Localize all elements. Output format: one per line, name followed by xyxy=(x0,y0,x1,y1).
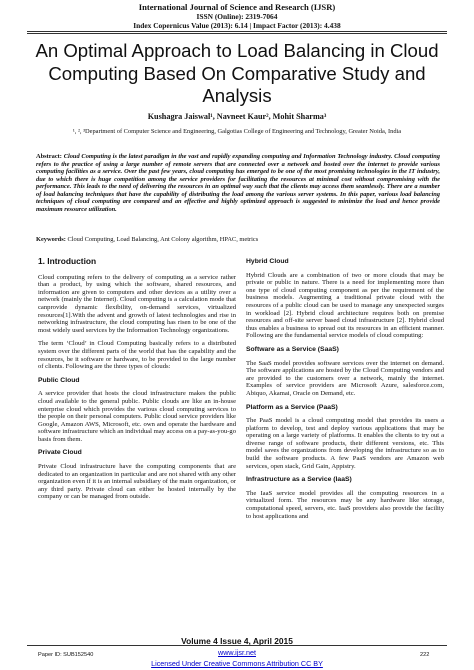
abstract-text: Cloud Computing is the latest paradigm in the vast and rapidly expanding computing and Information Technology industry. Cloud computing refers to the practice of using a large number of remote servers that are connected over a network and hosted over the internet to provide various computing facilities as a service. Over the past few years, cloud computing has emerged to be one of the most promising technologies in the IT industry, due to which there is huge competition among the service providers for facilitating the resources at minimal cost without compromising with the performance. This leads to the need of delivering the resources in an optimal way such that the clients may access them seamlessly. There are a number of load balancing techniques that have the capability of distributing the load among the various server systems. In this paper, various load balancing techniques of cloud computing are compared and an effective and highly optimized approach is suggested to minimize the load and hence provide maximum resource utilization. xyxy=(36,153,440,213)
right-column xyxy=(246,256,444,526)
paper-affiliation: ¹, ², ³Department of Computer Science and Engineering, Galgotias College of Engineering and Technology, Greater Noida, India xyxy=(72,128,402,135)
paragraph: Cloud computing refers to the delivery of computing as a service rather than a product, by using which the software, shared resources, and information are given to computers and other devices as a utility over a network (mainly the Internet). Cloud computing is a calculation mode that canprovide dynamic flexibility, on-demand services, virtualized resources[1].With the advent and growth of latest technologies and rise in networking infrastructure, the cloud computing has risen to be one of the most widely used services by the Information Technology organizations. xyxy=(38,273,236,334)
abstract xyxy=(36,153,440,213)
subheading-saas: Software as a Service (SaaS) xyxy=(246,345,339,353)
subheading-public-cloud: Public Cloud xyxy=(38,376,80,384)
journal-name: International Journal of Science and Research (IJSR) xyxy=(138,2,336,12)
paragraph: The term ‘Cloud’ in Cloud Computing basically refers to a distributed system over the different parts of the world that has the capability and the resources, be it software or hardware, to be provided to the large number of clients. Following are the three types of clouds: xyxy=(38,340,236,371)
footer-site-link[interactable]: www.ijsr.net xyxy=(218,648,256,657)
paragraph: Hybrid Clouds are a combination of two or more clouds that may be private or public in nature. There is a need for implementing more than one type of cloud computing component as per the requirement of the business models. Augmenting a traditional private cloud with the resources of a public cloud can be used to manage any unexpected surges in workload [2]. Hybrid cloud architecture requires both on premise resources and off-site server based cloud infrastructure [2]. Hybrid cloud thus enables a business to spread out its resources in an efficient manner. Following are the fundamental service models of cloud computing: xyxy=(246,271,444,340)
header-divider-secondary xyxy=(27,33,447,34)
paragraph: A service provider that hosts the cloud infrastructure makes the public cloud available to the general public. Public clouds are like an in-house enterprise cloud which provides the various cloud computing services to the people on their personal computers. Public cloud service providers like Google, Amazon AWS, Microsoft, etc. own and operate the hardware and software infrastructure which an individual may access on a pay-as-you-go basis from them. xyxy=(38,390,236,443)
footer-page-number: 222 xyxy=(420,652,430,658)
section-heading-introduction: 1. Introduction xyxy=(38,256,97,266)
paragraph: The SaaS model provides software services over the internet on demand. The software applications are hosted by the Cloud Computing vendors and are provided to the customers over a network, mainly the internet. Examples of service providers are Microsoft Azure, salesforce.com, Abiquo, Akamai, Oracle on Demand, etc. xyxy=(246,359,444,397)
keywords xyxy=(36,236,440,243)
header-divider xyxy=(27,31,447,32)
paper-authors: Kushagra Jaiswal¹, Navneet Kaur², Mohit Sharma³ xyxy=(147,112,327,121)
left-column xyxy=(38,256,236,507)
journal-issn: ISSN (Online): 2319-7064 xyxy=(196,12,278,21)
journal-index: Index Copernicus Value (2013): 6.14 | Impact Factor (2013): 4.438 xyxy=(133,21,341,30)
subheading-hybrid-cloud: Hybrid Cloud xyxy=(246,258,289,265)
paragraph: Private Cloud infrastructure have the computing components that are dedicated to an organization in particular and are not shared with any other organization even if it is an internal subsidiary of the main organization, or any third party. Private cloud can either be hosted internally by the company or can be managed from outside. xyxy=(38,463,236,501)
abstract-label: Abstract: xyxy=(36,153,62,160)
journal-header xyxy=(0,3,474,30)
subheading-paas: Platform as a Service (PaaS) xyxy=(246,403,338,411)
keywords-label: Keywords: xyxy=(36,236,66,243)
paragraph: The PaaS model is a cloud computing model that provides its users a platform to develop, test and deploy various applications that may be operating on a large variety of platforms. It enables the clients to try out a diverse range of software products, their different versions, etc. This model saves the organizations from developing the infrastructure so as to build the software products. A few PaaS vendors are Amazon web services, open stack, Grid Gain, Appistry. xyxy=(246,417,444,470)
paper-title: An Optimal Approach to Load Balancing in Cloud Computing Based On Comparative Study and Analysis xyxy=(35,40,439,106)
paragraph: The IaaS service model provides all the computing resources in a virtualized form. The resources may be any hardware like storage, computational speed, servers, etc. IaaS providers also provide the facility to host applications and xyxy=(246,489,444,520)
footer-paper-id: Paper ID: SUB152540 xyxy=(38,652,94,658)
keywords-text: Cloud Computing, Load Balancing, Ant Colony algorithm, HPAC, metrics xyxy=(67,236,259,243)
subheading-private-cloud: Private Cloud xyxy=(38,449,82,457)
footer-volume: Volume 4 Issue 4, April 2015 xyxy=(181,636,293,646)
subheading-iaas: Infrastructure as a Service (IaaS) xyxy=(246,476,352,484)
footer-divider xyxy=(27,645,447,646)
footer-license-link[interactable]: Licensed Under Creative Commons Attribution CC BY xyxy=(151,659,323,668)
